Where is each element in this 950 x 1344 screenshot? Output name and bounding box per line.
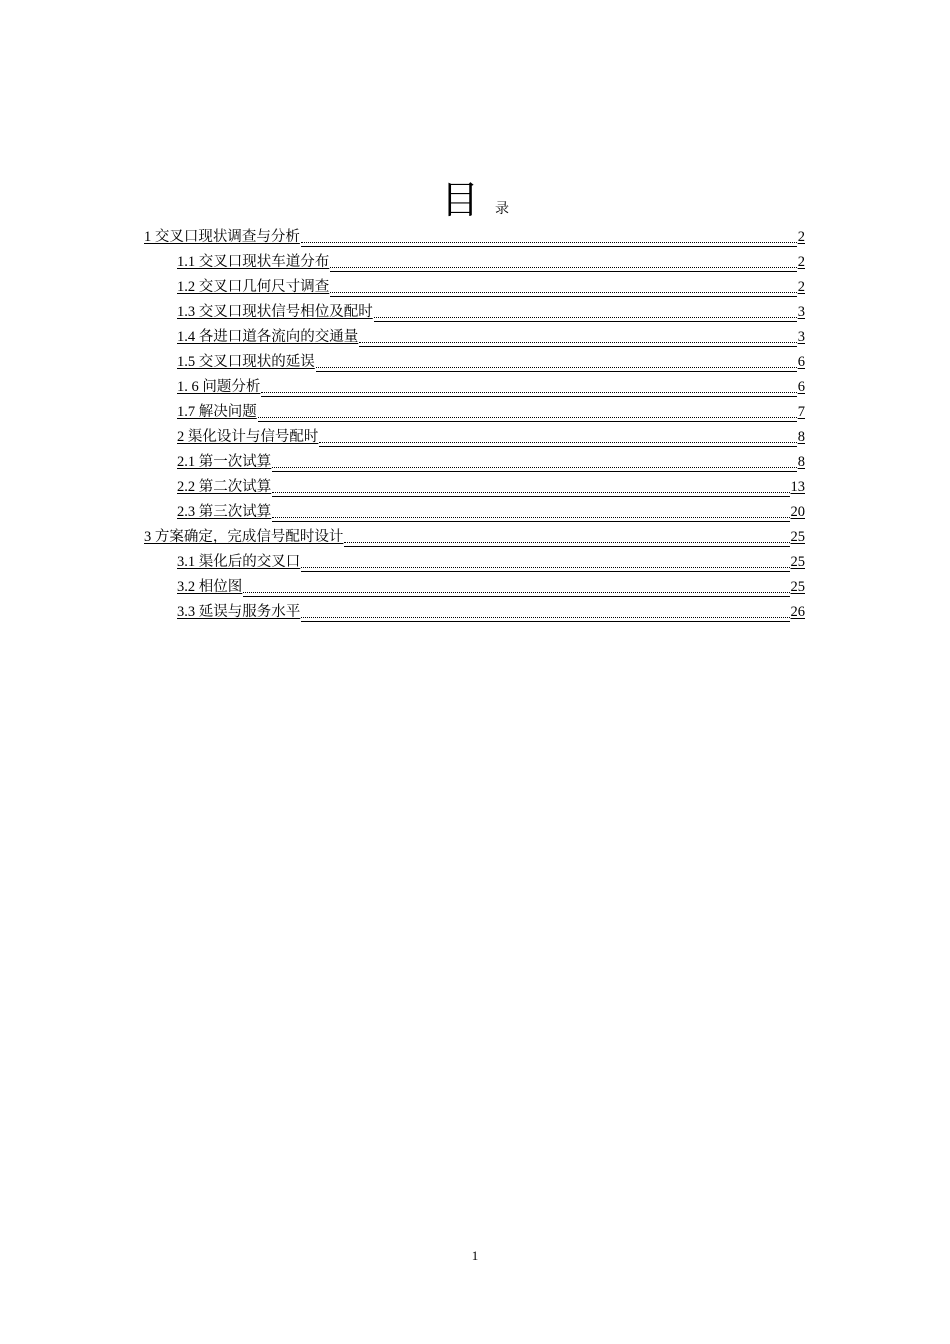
toc-dot-leader (330, 292, 797, 293)
toc-entry[interactable] (144, 499, 805, 524)
page-number: 1 (471, 1248, 479, 1263)
toc-entry-page: 2 (797, 229, 805, 245)
toc-dot-leader (330, 267, 797, 268)
toc-dot-leader (374, 317, 797, 318)
toc-dot-leader (243, 592, 789, 593)
toc-entry[interactable] (144, 599, 805, 624)
toc-entry-page: 2 (797, 279, 805, 295)
toc-dot-leader (316, 367, 797, 368)
toc-dot-leader (344, 542, 789, 543)
toc-entry-page: 25 (790, 529, 805, 545)
toc-dot-leader (301, 617, 789, 618)
toc-entry-page: 3 (797, 304, 805, 320)
toc-entry-label: 1. 6 问题分析 (177, 379, 261, 395)
toc-dot-leader (272, 467, 797, 468)
toc-entry-page: 6 (797, 354, 805, 370)
toc-entry-label: 1.5 交叉口现状的延误 (177, 354, 315, 370)
toc-entry-label: 1.1 交叉口现状车道分布 (177, 254, 330, 270)
toc-entry-label: 1.7 解决问题 (177, 404, 257, 420)
toc-dot-leader (301, 242, 797, 243)
toc-dot-leader (261, 392, 796, 393)
toc-entry-page: 13 (790, 479, 805, 495)
toc-entry[interactable] (144, 574, 805, 599)
toc-entry[interactable] (144, 474, 805, 499)
toc-entry[interactable] (144, 374, 805, 399)
toc-entry-page: 8 (797, 454, 805, 470)
toc-entry-label: 1.3 交叉口现状信号相位及配时 (177, 304, 373, 320)
toc-entry-label: 2.2 第二次试算 (177, 479, 272, 495)
toc-entry-page: 7 (797, 404, 805, 420)
toc-dot-leader (258, 417, 797, 418)
table-of-contents (144, 224, 805, 624)
toc-entry[interactable] (144, 324, 805, 349)
toc-entry-label: 2.1 第一次试算 (177, 454, 272, 470)
toc-entry-label: 3.1 渠化后的交叉口 (177, 554, 301, 570)
toc-entry-label: 1.2 交叉口几何尺寸调查 (177, 279, 330, 295)
toc-entry-page: 20 (790, 504, 805, 520)
toc-entry[interactable] (144, 274, 805, 299)
toc-entry-label: 3.3 延误与服务水平 (177, 604, 301, 620)
toc-dot-leader (301, 567, 789, 568)
toc-entry[interactable] (144, 449, 805, 474)
toc-dot-leader (272, 492, 789, 493)
toc-entry-page: 25 (790, 554, 805, 570)
toc-entry-label: 1.4 各进口道各流向的交通量 (177, 329, 359, 345)
toc-dot-leader (272, 517, 789, 518)
toc-dot-leader (319, 442, 796, 443)
toc-entry-label: 3.2 相位图 (177, 579, 243, 595)
toc-title-second: 录 (495, 202, 509, 217)
toc-dot-leader (359, 342, 797, 343)
toc-entry-page: 25 (790, 579, 805, 595)
toc-entry[interactable] (144, 524, 805, 549)
toc-entry[interactable] (144, 399, 805, 424)
toc-entry[interactable] (144, 349, 805, 374)
toc-entry-label: 2 渠化设计与信号配时 (177, 429, 319, 445)
toc-entry[interactable] (144, 424, 805, 449)
toc-entry[interactable] (144, 549, 805, 574)
toc-title-main: 目 (440, 178, 479, 222)
toc-entry-page: 6 (797, 379, 805, 395)
toc-entry[interactable] (144, 249, 805, 274)
toc-entry-label: 1 交叉口现状调查与分析 (144, 229, 300, 245)
toc-entry[interactable] (144, 299, 805, 324)
toc-entry-page: 3 (797, 329, 805, 345)
toc-entry-page: 2 (797, 254, 805, 270)
toc-entry-label: 3 方案确定，完成信号配时设计 (144, 529, 344, 545)
toc-entry-label: 2.3 第三次试算 (177, 504, 272, 520)
toc-entry-page: 26 (790, 604, 805, 620)
toc-entry-page: 8 (797, 429, 805, 445)
toc-entry[interactable] (144, 224, 805, 249)
